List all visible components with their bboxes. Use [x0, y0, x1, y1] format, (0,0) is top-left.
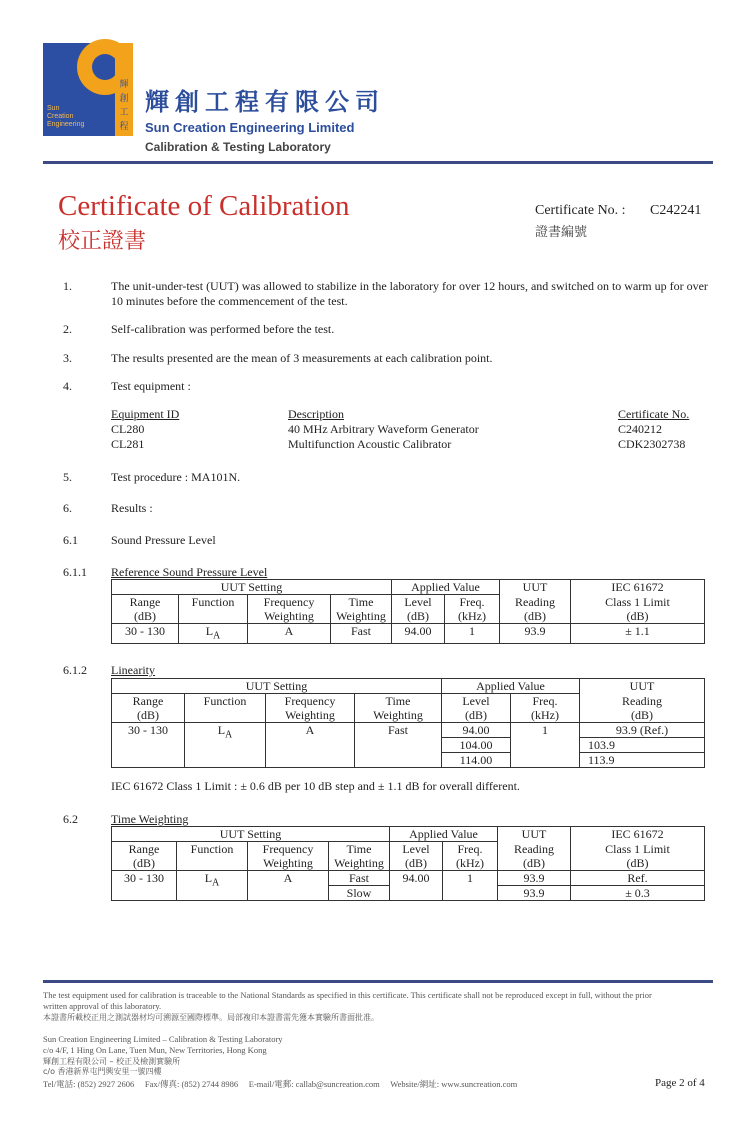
- item-text: Sound Pressure Level: [111, 533, 216, 547]
- header-divider: [43, 161, 713, 164]
- logo-cjk-text: 輝 創 工 程: [119, 79, 129, 131]
- item-text: Test equipment :: [111, 379, 191, 393]
- traceability-note: The test equipment used for calibration is traceable to the National Standards as specified in this certificate. This certificate shall not be reproduced except in full, without the prior: [43, 990, 652, 1000]
- item-number: 3.: [63, 351, 72, 365]
- logo-text: Sun Creation Engineering: [47, 105, 85, 128]
- item-text: Time Weighting: [111, 812, 189, 826]
- linearity-table: UUT Setting Applied Value UUT Range (dB) Function Frequency Weighting Time Weighting Level (dB) Freq. (kHz) Reading (dB) 30 - 130 $L_A$ A Fast 94.00 1 93.9 (Ref.) 104.00 103.9 114.00 113.9: [111, 678, 705, 768]
- address-line-chinese: c/o 香港新界屯門興安里一號四樓: [43, 1067, 162, 1076]
- item-number: 1.: [63, 279, 72, 293]
- item-number: 6.1.2: [63, 663, 87, 677]
- traceability-note-chinese: 本證書所載校正用之測試器材均可溯源至國際標準。局部複印本證書需先獲本實驗所書面批准。: [43, 1013, 379, 1022]
- item-text: Self-calibration was performed before the test.: [111, 322, 335, 336]
- certificate-title: Certificate of Calibration: [58, 190, 350, 222]
- company-name-english: Sun Creation Engineering Limited: [145, 120, 355, 135]
- item-text: Linearity: [111, 663, 155, 677]
- item-text: Results :: [111, 501, 153, 515]
- address-line: c/o 4/F, 1 Hing On Lane, Tuen Mun, New Territories, Hong Kong: [43, 1045, 267, 1055]
- certificate-title-chinese: 校正證書: [58, 229, 147, 254]
- certificate-no-value: C242241: [650, 203, 702, 218]
- item-text: The results presented are the mean of 3 measurements at each calibration point.: [111, 351, 493, 365]
- page-number: Page 2 of 4: [655, 1077, 705, 1089]
- certificate-no-header: Certificate No.: [618, 407, 690, 421]
- certificate-no-label: Certificate No. :: [535, 203, 626, 218]
- lab-name: Calibration & Testing Laboratory: [145, 140, 331, 154]
- item-number: 4.: [63, 379, 72, 393]
- company-logo: [43, 43, 133, 136]
- item-number: 6.1.1: [63, 565, 87, 579]
- traceability-note-2: written approval of this laboratory.: [43, 1001, 162, 1011]
- equipment-row: CL281 Multifunction Acoustic Calibrator CDK2302738: [111, 437, 686, 451]
- contact-line: Tel/電話: (852) 2927 2606 Fax/傳真: (852) 2744 8986 E-mail/電郵: callab@suncreation.com Website/網址: www.suncreation.com: [43, 1079, 518, 1089]
- item-number: 5.: [63, 470, 72, 484]
- equipment-list: [111, 407, 701, 452]
- item-text: The unit-under-test (UUT) was allowed to stabilize in the laboratory for over 12 hours, and switched on to warm up for over 10 minutes before the commencement of the test.: [111, 279, 708, 308]
- description-header: Description: [288, 407, 344, 421]
- item-number: 2.: [63, 322, 72, 336]
- footer-divider: [43, 980, 713, 983]
- time-weighting-table: UUT Setting Applied Value UUT IEC 61672 Range (dB) Function Frequency Weighting Time Weighting Level (dB) Freq. (kHz) Reading (dB) Class 1 Limit (dB) 30 - 130 $L_A$ A Fast 94.00 1 93.9 Ref. Slow 93.9 ± 0.3: [111, 826, 705, 901]
- address-line-chinese: 輝創工程有限公司 – 校正及檢測實驗所: [43, 1057, 181, 1066]
- item-number: 6.2: [63, 812, 78, 826]
- certificate-no-label-chinese: 證書編號: [535, 225, 588, 240]
- linearity-limit-note: IEC 61672 Class 1 Limit : ± 0.6 dB per 10 dB step and ± 1.1 dB for overall different.: [111, 779, 520, 793]
- item-number: 6.1: [63, 533, 78, 547]
- item-number: 6.: [63, 501, 72, 515]
- equipment-row: CL280 40 MHz Arbitrary Waveform Generator C240212: [111, 422, 663, 436]
- equipment-id-header: Equipment ID: [111, 407, 180, 421]
- address-line: Sun Creation Engineering Limited – Calibration & Testing Laboratory: [43, 1034, 283, 1044]
- reference-spl-table: UUT Setting Applied Value UUT IEC 61672 Range (dB) Function Frequency Weighting Time Weighting Level (dB) Freq. (kHz) Reading (dB) Class 1 Limit (dB) 30 - 130 $L_A$ A Fast 94.00 1 93.9 ± 1.1: [111, 579, 705, 644]
- item-text: Test procedure : MA101N.: [111, 470, 241, 484]
- company-name-chinese: 輝創工程有限公司: [145, 88, 385, 116]
- item-text: Reference Sound Pressure Level: [111, 565, 268, 579]
